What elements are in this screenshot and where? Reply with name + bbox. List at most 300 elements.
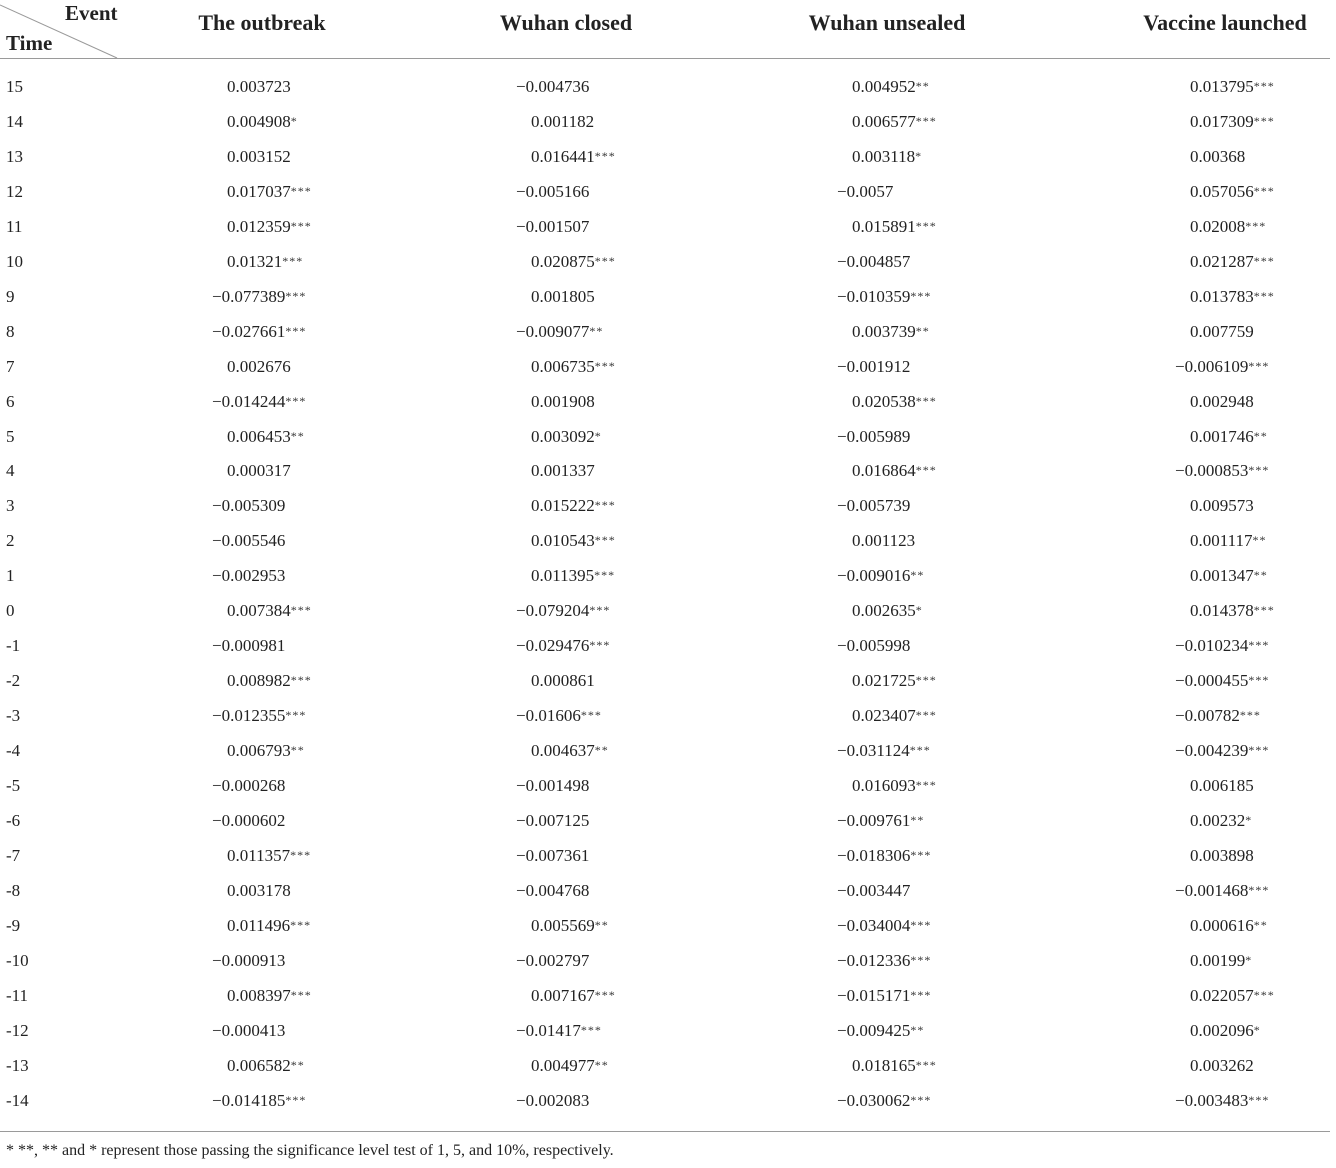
value-number: −0.01417 [516,1020,581,1040]
time-cell: 3 [6,496,15,516]
table-row [0,322,1336,357]
value-cell [227,217,312,237]
value-number: 0.002676 [227,356,291,376]
value-number: 0.011395 [531,566,595,586]
value-number: −0.000981 [212,636,286,656]
table-row [0,811,1336,846]
value-cell [516,217,589,237]
value-number: 0.006453 [227,426,291,446]
value-cell [1190,531,1267,551]
value-number: −0.027661 [212,321,286,341]
value-cell [1190,1021,1261,1041]
significance-stars: *** [1253,79,1275,93]
value-cell [227,671,312,691]
value-number: 0.016093 [852,776,916,795]
value-number: 0.016864 [852,461,916,481]
value-cell [837,1091,931,1111]
value-cell [1190,182,1275,202]
value-cell [1190,566,1268,586]
value-number: −0.030062 [837,1090,911,1110]
significance-stars: * [1245,812,1253,827]
value-cell [1190,986,1275,1006]
value-number: 0.003118 [852,146,916,166]
value-number: −0.077389 [212,286,286,306]
significance-stars: *** [290,917,312,932]
significance-stars: ** [910,568,925,583]
value-cell [516,182,589,202]
value-cell [1190,1056,1254,1076]
value-cell [531,357,616,377]
value-number: −0.005166 [516,181,590,201]
value-cell [531,531,616,551]
significance-stars: *** [290,987,312,1002]
table-row [0,252,1336,287]
value-cell [227,77,291,97]
value-number: −0.002797 [516,950,590,970]
value-cell [212,811,285,831]
time-cell: 10 [6,251,23,271]
value-number: −0.014185 [212,1090,286,1110]
value-number: 0.015891 [852,216,916,236]
significance-stars: *** [915,708,937,723]
value-cell [852,77,930,97]
time-cell: -2 [6,671,21,691]
value-cell [852,112,937,132]
value-cell [852,776,937,796]
value-cell [852,531,915,551]
value-number: 0.021725 [852,671,916,691]
value-number: 0.006185 [1190,776,1254,795]
value-cell [852,706,937,726]
value-number: 0.021287 [1190,251,1254,271]
value-cell [1175,741,1269,761]
value-cell [227,916,311,936]
significance-stars: ** [290,1057,305,1072]
value-cell [1190,322,1254,342]
value-cell [852,601,923,621]
value-cell [227,357,291,377]
value-number: −0.004768 [516,880,590,900]
significance-stars: *** [915,1057,937,1072]
value-number: −0.012355 [212,706,286,726]
time-cell: -8 [6,880,21,900]
table-row [0,287,1336,322]
significance-stars: *** [1248,882,1270,897]
value-number: −0.004736 [516,77,590,96]
time-cell: 2 [6,531,15,551]
significance-stars: * [915,603,923,618]
value-number: −0.002953 [212,566,286,586]
value-cell [212,566,285,586]
value-number: 0.017309 [1190,111,1254,131]
value-number: 0.016441 [531,146,595,166]
value-number: 0.003739 [852,321,916,341]
value-number: −0.018306 [837,845,911,865]
value-cell [852,322,930,342]
time-cell: 12 [6,181,23,201]
value-number: −0.000913 [212,950,286,970]
value-cell [516,706,602,726]
value-number: 0.006582 [227,1055,291,1075]
value-cell [227,112,298,132]
significance-stars: ** [1253,568,1268,583]
value-number: 0.00232 [1190,810,1246,830]
value-number: 0.004952 [852,77,916,96]
significance-stars: *** [1248,673,1270,688]
value-number: 0.010543 [531,531,595,551]
value-number: 0.002635 [852,601,916,621]
value-number: 0.005569 [531,915,595,935]
value-cell [516,1091,589,1111]
time-cell: 13 [6,146,23,166]
value-cell [227,252,303,272]
value-cell [531,252,616,272]
time-header-label: Time [6,31,53,55]
value-cell [212,322,306,342]
column-header-wuhan-closed: Wuhan closed [499,10,633,35]
significance-stars: *** [1248,358,1270,373]
value-cell [837,252,910,272]
table-row [0,776,1336,811]
significance-stars: *** [594,253,616,268]
value-number: 0.001908 [531,391,595,411]
value-cell [1175,671,1269,691]
value-cell [1190,846,1254,866]
time-cell: -6 [6,810,21,830]
value-number: −0.007361 [516,845,590,865]
value-cell [516,811,589,831]
value-number: −0.009761 [837,810,911,830]
value-number: −0.000268 [212,776,286,795]
significance-stars: *** [910,917,932,932]
significance-stars: ** [910,812,925,827]
value-cell [852,147,922,167]
significance-stars: *** [910,1092,932,1107]
value-number: 0.009573 [1190,496,1254,516]
table-row [0,636,1336,671]
value-number: −0.005998 [837,636,911,656]
significance-stars: *** [910,288,932,303]
value-number: 0.00199 [1190,950,1246,970]
significance-stars: *** [1253,603,1275,618]
value-cell [837,846,931,866]
header-rule [0,58,1330,59]
value-cell [531,147,616,167]
value-cell [531,112,594,132]
value-cell [227,986,312,1006]
value-cell [516,881,589,901]
value-number: 0.004908 [227,111,291,131]
significance-stars: *** [594,987,616,1002]
significance-stars: *** [1253,253,1275,268]
time-cell: -1 [6,636,21,656]
value-number: −0.000413 [212,1020,286,1040]
value-number: 0.007384 [227,601,291,621]
value-cell [1190,811,1252,831]
time-cell: -4 [6,741,21,761]
value-cell [212,496,285,516]
table-row [0,147,1336,182]
table-row [0,566,1336,601]
table-row [0,706,1336,741]
value-cell [837,182,893,202]
value-cell [1190,776,1254,796]
value-cell [1190,112,1275,132]
value-cell [212,392,306,412]
value-cell [1175,636,1269,656]
table-row [0,531,1336,566]
value-number: −0.014244 [212,391,286,411]
significance-stars: *** [594,148,616,163]
value-number: 0.002948 [1190,391,1254,411]
value-number: −0.079204 [516,601,590,621]
significance-stars: ** [915,323,930,338]
significance-stars: ** [1253,917,1268,932]
value-number: −0.001507 [516,216,590,236]
value-number: 0.020875 [531,251,595,271]
table-row [0,217,1336,252]
time-cell: -5 [6,776,21,795]
value-cell [852,392,937,412]
value-number: 0.013783 [1190,286,1254,306]
value-number: 0.022057 [1190,985,1254,1005]
time-cell: 15 [6,77,23,96]
value-number: −0.012336 [837,950,911,970]
significance-stars: *** [285,393,307,408]
time-cell: -14 [6,1090,29,1110]
value-number: 0.023407 [852,706,916,726]
value-number: −0.004239 [1175,741,1249,761]
table-row [0,427,1336,462]
significance-stars: *** [1253,113,1275,128]
value-cell [227,741,305,761]
value-number: 0.017037 [227,181,291,201]
value-number: −0.00782 [1175,706,1240,726]
value-cell [516,776,589,796]
value-number: 0.003178 [227,880,291,900]
table-row [0,671,1336,706]
value-cell [531,671,595,691]
significance-stars: *** [290,218,312,233]
table-row [0,496,1336,531]
value-cell [1175,881,1269,901]
value-number: 0.003152 [227,146,291,166]
value-number: −0.009016 [837,566,911,586]
value-cell [1190,77,1275,97]
table-row [0,741,1336,776]
significance-stars: *** [282,253,304,268]
time-cell: 8 [6,321,15,341]
value-number: 0.006735 [531,356,595,376]
significance-stars: *** [290,183,312,198]
value-number: −0.005989 [837,426,911,446]
significance-stars: *** [915,463,937,478]
value-number: 0.00368 [1190,146,1246,166]
significance-stars: *** [1253,183,1275,198]
value-number: 0.001337 [531,461,595,481]
value-number: 0.001347 [1190,566,1254,586]
value-number: 0.000317 [227,461,291,481]
value-number: 0.001117 [1190,531,1253,551]
value-number: 0.011496 [227,915,291,935]
value-number: 0.003723 [227,77,291,96]
value-number: −0.0057 [837,181,894,201]
significance-stars: *** [285,323,307,338]
time-cell: 0 [6,601,15,621]
significance-stars: ** [594,1057,609,1072]
table-row [0,1056,1336,1091]
significance-stars: *** [1253,987,1275,1002]
value-cell [227,881,291,901]
value-number: −0.003483 [1175,1090,1249,1110]
significance-stars: *** [1248,1092,1270,1107]
value-number: 0.01321 [227,251,283,271]
value-cell [516,636,610,656]
value-number: 0.015222 [531,496,595,516]
value-cell [227,1056,305,1076]
value-cell [531,461,595,481]
time-cell: 9 [6,286,15,306]
significance-stars: *** [915,393,937,408]
value-number: 0.002096 [1190,1020,1254,1040]
value-cell [1175,706,1261,726]
value-cell [212,531,285,551]
value-cell [531,986,616,1006]
value-cell [531,496,616,516]
value-cell [837,287,931,307]
table-row [0,1021,1336,1056]
table-row [0,182,1336,217]
value-number: 0.011357 [227,845,291,865]
value-cell [227,846,311,866]
value-cell [837,916,931,936]
column-header-vaccine-launched: Vaccine launched [1143,10,1307,35]
value-number: −0.015171 [837,985,911,1005]
value-number: −0.001468 [1175,880,1249,900]
value-number: 0.020538 [852,391,916,411]
value-number: −0.031124 [837,741,910,761]
time-cell: -9 [6,915,21,935]
value-number: 0.000861 [531,671,595,691]
significance-stars: *** [1248,638,1270,653]
value-number: 0.006793 [227,741,291,761]
value-number: −0.007125 [516,810,590,830]
value-number: −0.000602 [212,810,286,830]
value-cell [227,427,305,447]
significance-stars: *** [910,987,932,1002]
value-cell [837,741,931,761]
time-cell: 14 [6,111,23,131]
value-cell [837,427,910,447]
significance-stars: ** [290,743,305,758]
significance-stars: *** [580,708,602,723]
value-cell [212,776,285,796]
significance-stars: *** [594,358,616,373]
value-cell [1190,252,1275,272]
value-cell [531,1056,609,1076]
column-header-outbreak: The outbreak [198,10,326,35]
significance-stars: *** [915,113,937,128]
value-number: 0.001805 [531,286,595,306]
value-number: −0.005309 [212,496,286,516]
footer-rule [0,1131,1330,1132]
significance-stars: * [290,113,298,128]
significance-stars: ** [589,323,604,338]
value-cell [852,1056,937,1076]
significance-stars: *** [1239,708,1261,723]
value-cell [516,322,603,342]
value-number: −0.004857 [837,251,911,271]
value-cell [1190,147,1245,167]
value-number: −0.009077 [516,321,590,341]
value-number: −0.005546 [212,531,286,551]
value-cell [212,636,285,656]
value-cell [1175,357,1269,377]
value-number: −0.034004 [837,915,911,935]
value-cell [837,357,910,377]
value-cell [1190,287,1275,307]
value-cell [837,1021,924,1041]
value-cell [1190,951,1252,971]
value-number: −0.005739 [837,496,911,516]
value-number: −0.010234 [1175,636,1249,656]
table-row [0,881,1336,916]
value-cell [852,217,937,237]
value-cell [227,182,312,202]
significance-stars: *** [909,743,931,758]
significance-stars: * [1253,1022,1261,1037]
significance-stars: *** [915,778,937,792]
value-number: 0.018165 [852,1055,916,1075]
value-number: 0.001182 [531,111,595,131]
value-cell [227,461,291,481]
significance-stars: *** [285,288,307,303]
time-cell: 6 [6,391,15,411]
value-number: 0.001123 [852,531,916,551]
value-cell [1190,916,1268,936]
value-number: −0.002083 [516,1090,590,1110]
column-header-wuhan-unsealed: Wuhan unsealed [808,10,966,35]
significance-stars: *** [285,1092,307,1107]
significance-stars: *** [594,533,616,548]
value-number: 0.008982 [227,671,291,691]
significance-stars: *** [290,673,312,688]
time-cell: -13 [6,1055,29,1075]
value-number: 0.001746 [1190,426,1254,446]
value-cell [837,951,931,971]
value-cell [227,601,312,621]
time-cell: -7 [6,845,21,865]
significance-stars: * [1245,952,1253,967]
table-row [0,846,1336,881]
value-number: 0.003262 [1190,1055,1254,1075]
significance-stars: *** [290,847,312,862]
value-number: 0.006577 [852,111,916,131]
value-cell [227,147,291,167]
value-number: 0.004977 [531,1055,595,1075]
value-number: 0.013795 [1190,77,1254,96]
value-cell [1190,392,1254,412]
significance-stars: *** [1253,288,1275,303]
value-number: 0.02008 [1190,216,1246,236]
significance-stars: *** [1245,218,1267,233]
value-cell [531,741,609,761]
value-number: 0.014378 [1190,601,1254,621]
value-cell [1175,1091,1269,1111]
value-number: 0.012359 [227,216,291,236]
table-row [0,461,1336,496]
significance-stars: ** [594,917,609,932]
